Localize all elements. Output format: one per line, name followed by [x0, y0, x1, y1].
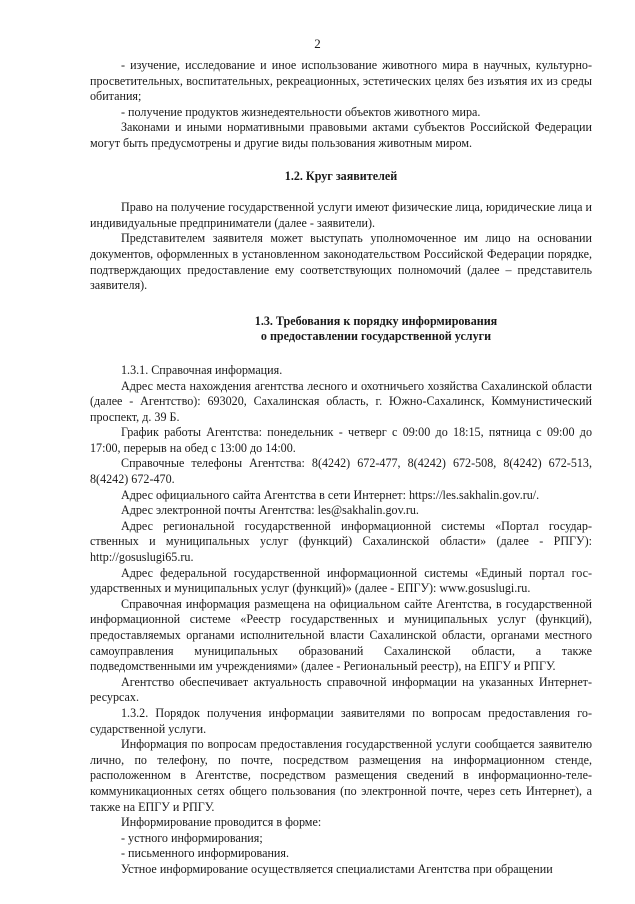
paragraph: Агентство обеспечивает актуальность справочной информации на указанных Интернет-ресурсах.: [90, 674, 592, 705]
paragraph: Справочная информация размещена на официальном сайте Агентства, в государственной информационной системе «Реестр государственных и муниципальных услуг (функций), предоставляемых органами исполнительной власти Сахалинской области, органами местного самоуправления муниципальных образований Сахалинской области, а также подведомственными им учреждениями» (далее - Региональный реестр), на ЕПГУ и РПГУ.: [90, 596, 592, 674]
page-number: 2: [314, 36, 321, 51]
list-item: - письменного информирования.: [121, 846, 289, 861]
paragraph: График работы Агентства: понедельник - четверг с 09:00 до 18:15, пятница с 09:00 до 17:00, перерыв на обед с 13:00 до 14:00.: [90, 425, 592, 455]
paragraph: Представителем заявителя может выступать уполномоченное им лицо на основании документов, оформленных в установленном законодательством Российской Федерации порядке, подтверждающих предоставление ему соответствующих полномочий (далее – представитель заявителя).: [90, 231, 592, 293]
paragraph: Информация по вопросам предоставления государственной услуги сообщается заявителю лично, по телефону, по почте, посредством размещения на информационном стенде, расположенном в Агентстве, посредством размещения сведений в информационно-телекоммуникационных сетях общего пользования (по электронной почте, через сеть Интернет), а также на ЕПГУ и РПГУ.: [90, 737, 592, 814]
paragraph: Устное информирование осуществляется специалистами Агентства при обращении: [121, 861, 553, 876]
paragraph: Право на получение государственной услуги имеют физические лица, юридические лица и индивидуальные предприниматели (далее - заявители).: [90, 200, 592, 230]
section-heading: 1.3. Требования к порядку информирования: [254, 313, 498, 328]
section-heading: 1.2. Круг заявителей: [284, 168, 398, 183]
paragraph: Адрес федеральной государственной информационной системы «Единый портал государственных и муниципальных услуг (функций)» (далее - ЕПГУ): www.gosuslugi.ru.: [90, 565, 592, 596]
paragraph: 1.3.1. Справочная информация.: [121, 362, 283, 377]
paragraph: Информирование проводится в форме:: [121, 815, 322, 830]
paragraph: Адрес места нахождения агентства лесного и охотничьего хозяйства Сахалинской области (далее - Агентство): 693020, Сахалинская область, г. Южно-Сахалинск, Коммунистический проспект, д. 39 Б.: [90, 378, 592, 424]
paragraph: Адрес региональной государственной информационной системы «Портал государственных и муниципальных услуг (функций) Сахалинской области» (далее - РПГУ): http://gosuslugi65.ru.: [90, 518, 592, 565]
paragraph: Законами и иными нормативными правовыми актами субъектов Российской Федерации могут быть предусмотрены и другие виды пользования животным миром.: [90, 120, 592, 150]
document-body: [90, 58, 592, 878]
list-item: - устного информирования;: [121, 830, 263, 845]
paragraph: - получение продуктов жизнедеятельности объектов животного мира.: [121, 104, 481, 119]
paragraph: - изучение, исследование и иное использование животного мира в научных, культурно-просветительных, воспитательных, рекреационных, эстетических целях без изъятия их из среды обитания;: [90, 58, 592, 104]
paragraph: Адрес официального сайта Агентства в сети Интернет: https://les.sakhalin.gov.ru/.: [121, 487, 540, 502]
section-heading-line2: о предоставлении государственной услуги: [260, 329, 492, 344]
paragraph: Адрес электронной почты Агентства: les@sakhalin.gov.ru.: [121, 503, 419, 518]
paragraph: Справочные телефоны Агентства: 8(4242) 672-477, 8(4242) 672-508, 8(4242) 672-513, 8(4242) 672-470.: [90, 456, 592, 487]
paragraph: 1.3.2. Порядок получения информации заявителями по вопросам предоставления государственной услуги.: [90, 705, 592, 736]
